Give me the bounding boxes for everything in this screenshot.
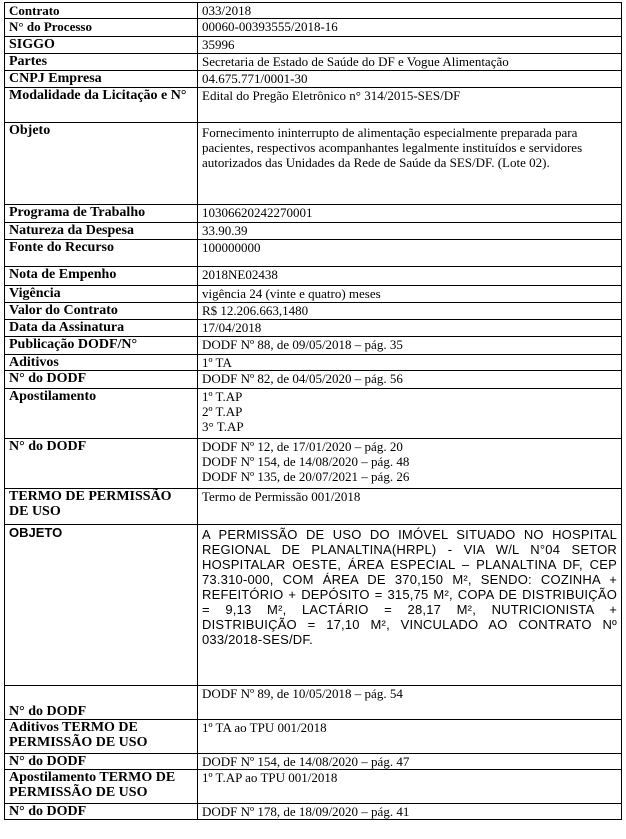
row-value: DODF Nº 154, de 14/08/2020 – pág. 47	[198, 754, 622, 770]
row-value: 33.90.39	[198, 223, 622, 240]
table-row	[5, 439, 622, 489]
table-row	[5, 371, 622, 389]
row-label: OBJETO	[5, 525, 198, 686]
row-value: Fornecimento ininterrupto de alimentação especialmente preparada para pacientes, respectivos acompanhantes legalmente instituídos e servidores autorizados das Unidades da Rede de Saúde da SES/DF. (Lote 02).	[198, 123, 622, 205]
table-row	[5, 337, 622, 355]
table-row	[5, 71, 622, 88]
table-row	[5, 489, 622, 525]
row-value: R$ 12.206.663,1480	[198, 303, 622, 320]
row-label: Programa de Trabalho	[5, 205, 198, 223]
table-row	[5, 37, 622, 54]
row-label: SIGGO	[5, 37, 198, 54]
table-row	[5, 389, 622, 439]
row-value: Edital do Pregão Eletrônico n° 314/2015-SES/DF	[198, 88, 622, 123]
row-label: Objeto	[5, 123, 198, 205]
table-row	[5, 525, 622, 686]
table-row	[5, 205, 622, 223]
row-value: vigência 24 (vinte e quatro) meses	[198, 286, 622, 303]
table-row	[5, 286, 622, 303]
row-label: Nota de Empenho	[5, 267, 198, 286]
row-value: 1º T.AP 2º T.AP 3° T.AP	[198, 389, 622, 439]
row-label: Data da Assinatura	[5, 320, 198, 337]
row-value: 1º TA	[198, 355, 622, 371]
row-label: N° do DODF	[5, 439, 198, 489]
row-value: DODF Nº 178, de 18/09/2020 – pág. 41	[198, 804, 622, 820]
table-row	[5, 88, 622, 123]
row-value: 35996	[198, 37, 622, 54]
row-value: 17/04/2018	[198, 320, 622, 337]
row-label: Natureza da Despesa	[5, 223, 198, 240]
row-value: A PERMISSÃO DE USO DO IMÓVEL SITUADO NO HOSPITAL REGIONAL DE PLANALTINA(HRPL) - VIA W/L N°04 SETOR HOSPITALAR OESTE, ÁREA ESPECIAL – PLANALTINA DF, CEP 73.310-000, COM ÁREA DE 370,150 M², SENDO: COZINHA + REFEITÓRIO + DEPÓSITO = 315,75 M², COPA DE DISTRIBUIÇÃO = 9,13 M², LACTÁRIO = 28,17 M², NUTRICIONISTA + DISTRIBUIÇÃO = 17,10 M², VINCULADO AO CONTRATO Nº 033/2018-SES/DF.	[198, 525, 622, 686]
row-label: Partes	[5, 54, 198, 71]
row-value: DODF Nº 88, de 09/05/2018 – pág. 35	[198, 337, 622, 355]
row-value: Termo de Permissão 001/2018	[198, 489, 622, 525]
row-value: DODF Nº 12, de 17/01/2020 – pág. 20 DODF Nº 154, de 14/08/2020 – pág. 48 DODF Nº 135, de 20/07/2021 – pág. 26	[198, 439, 622, 489]
table-row	[5, 3, 622, 19]
row-label: Aditivos	[5, 355, 198, 371]
table-row	[5, 320, 622, 337]
row-label: Modalidade da Licitação e N°	[5, 88, 198, 123]
table-row	[5, 123, 622, 205]
table-row	[5, 686, 622, 720]
row-label: TERMO DE PERMISSÃO DE USO	[5, 489, 198, 525]
row-label: N° do DODF	[5, 804, 198, 820]
row-value: Secretaria de Estado de Saúde do DF e Vogue Alimentação	[198, 54, 622, 71]
row-label: Valor do Contrato	[5, 303, 198, 320]
table-row	[5, 804, 622, 820]
row-value: 2018NE02438	[198, 267, 622, 286]
table-row	[5, 770, 622, 804]
row-label: N° do Processo	[5, 19, 198, 37]
row-value: 00060-00393555/2018-16	[198, 19, 622, 37]
row-value: DODF Nº 82, de 04/05/2020 – pág. 56	[198, 371, 622, 389]
table-row	[5, 720, 622, 754]
row-label: Aditivos TERMO DE PERMISSÃO DE USO	[5, 720, 198, 754]
row-value: 033/2018	[198, 3, 622, 19]
row-value: 100000000	[198, 240, 622, 267]
row-value: DODF Nº 89, de 10/05/2018 – pág. 54	[198, 686, 622, 720]
table-row	[5, 267, 622, 286]
row-label: Apostilamento	[5, 389, 198, 439]
row-value: 1º T.AP ao TPU 001/2018	[198, 770, 622, 804]
row-label: N° do DODF	[5, 686, 198, 720]
row-label: Fonte do Recurso	[5, 240, 198, 267]
row-value: 1º TA ao TPU 001/2018	[198, 720, 622, 754]
row-label: Apostilamento TERMO DE PERMISSÃO DE USO	[5, 770, 198, 804]
row-value: 04.675.771/0001-30	[198, 71, 622, 88]
table-row	[5, 19, 622, 37]
table-row	[5, 303, 622, 320]
row-label: Publicação DODF/N°	[5, 337, 198, 355]
row-label: N° do DODF	[5, 371, 198, 389]
table-row	[5, 754, 622, 770]
row-value: 10306620242270001	[198, 205, 622, 223]
row-label: CNPJ Empresa	[5, 71, 198, 88]
table-row	[5, 223, 622, 240]
row-label: Contrato	[5, 3, 198, 19]
table-row	[5, 54, 622, 71]
contract-table	[4, 2, 622, 820]
row-label: Vigência	[5, 286, 198, 303]
table-row	[5, 355, 622, 371]
table-row	[5, 240, 622, 267]
row-label: N° do DODF	[5, 754, 198, 770]
